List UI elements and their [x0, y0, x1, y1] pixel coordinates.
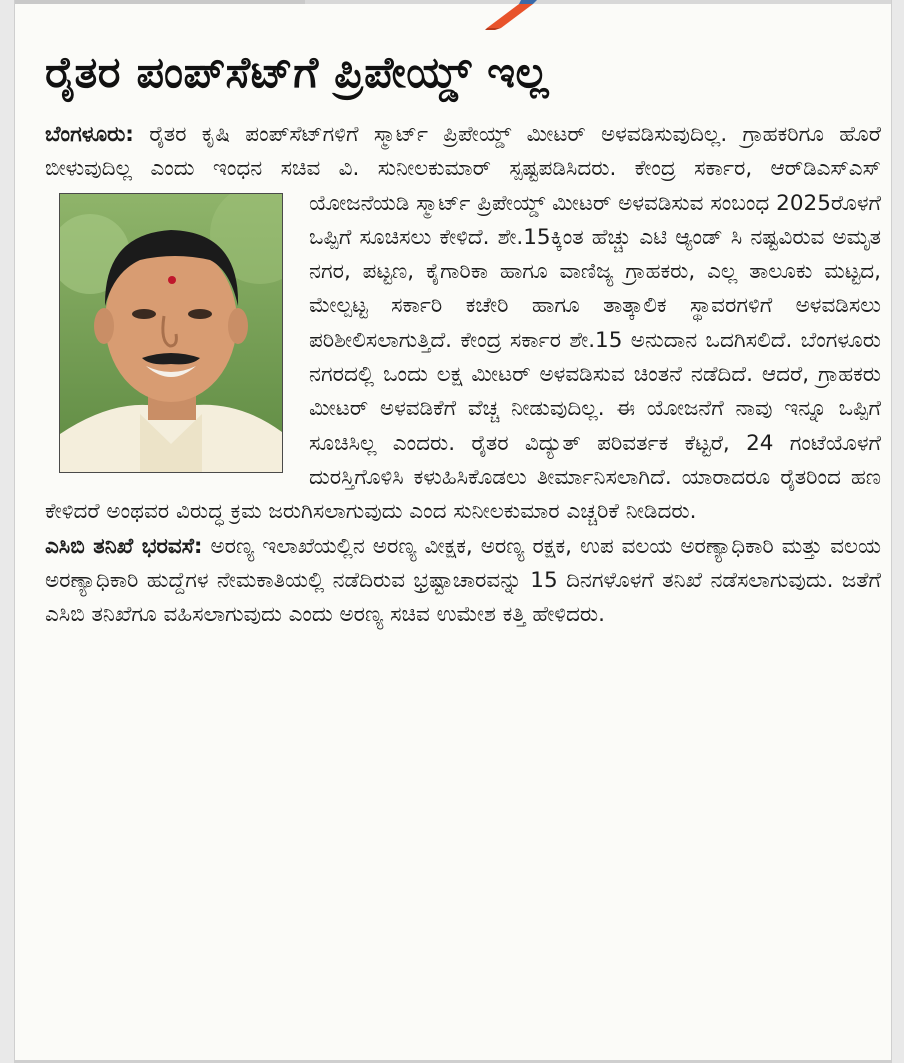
ribbon-flag-icon: [481, 0, 541, 30]
subhead-acb: ಎಸಿಬಿ ತನಿಖೆ ಭರವಸೆ:: [45, 533, 203, 559]
newspaper-clipping: [14, 0, 892, 1063]
portrait-image: [60, 194, 282, 472]
dateline: ಬೆಂಗಳೂರು:: [45, 122, 134, 147]
article-body: [45, 118, 881, 632]
paragraph-2: [45, 530, 881, 633]
paragraph-1-part-1: ರೈತರ ಕೃಷಿ ಪಂಪ್‌ಸೆಟ್‌ಗಳಿಗೆ ಸ್ಮಾರ್ಟ್ ಪ್ರಿಪೇಯ್ಡ್ ಮೀಟರ್ ಅಳವಡಿಸುವುದಿಲ್ಲ. ಗ್ರಾಹಕರಿಗೂ ಹೊರೆ ಬೀಳುವುದಿಲ್ಲ ಎಂದು ಇಂಧನ ಸಚಿವ ವಿ. ಸುನೀಲಕುಮಾರ್ ಸ್ಪಷ್ಟಪಡಿಸಿದರು. ಕೇಂದ್ರ ಸರ್ಕಾರ, ಆರ್‌ಡಿಎಸ್‌ಎಸ್: [45, 122, 881, 182]
minister-photo: [59, 193, 283, 473]
paragraph-2-text: ಅರಣ್ಯ ಇಲಾಖೆಯಲ್ಲಿನ ಅರಣ್ಯ ವೀಕ್ಷಕ, ಅರಣ್ಯ ರಕ್ಷಕ, ಉಪ ವಲಯ ಅರಣ್ಯಾಧಿಕಾರಿ ಮತ್ತು ವಲಯ ಅರಣ್ಯಾಧಿಕಾರಿ ಹುದ್ದೆಗಳ ನೇಮಕಾತಿಯಲ್ಲಿ ನಡೆದಿರುವ ಭ್ರಷ್ಟಾಚಾರವನ್ನು 15 ದಿನಗಳೊಳಗೆ ತನಿಖೆ ನಡೆಸಲಾಗುವುದು. ಜತೆಗೆ ಎಸಿಬಿ ತನಿಖೆಗೂ ವಹಿಸಲಾಗುವುದು ಎಂದು ಅರಣ್ಯ ಸಚಿವ ಉಮೇಶ ಕತ್ತಿ ಹೇಳಿದರು.: [45, 533, 881, 628]
top-rule-accent: [305, 0, 891, 4]
paragraph-1: [45, 118, 881, 530]
paragraph-1-part-2: ಯೋಜನೆಯಡಿ ಸ್ಮಾರ್ಟ್ ಪ್ರಿಪೇಯ್ಡ್ ಮೀಟರ್ ಅಳವಡಿಸುವ ಸಂಬಂಧ 2025ರೊಳಗೆ ಒಪ್ಪಿಗೆ ಸೂಚಿಸಲು ಕೇಳಿದೆ. ಶೇ.15ಕ್ಕಿಂತ ಹೆಚ್ಚು ಎಟಿ ಆ್ಯಂಡ್ ಸಿ ನಷ್ಟವಿರುವ ಅಮೃತ ನಗರ, ಪಟ್ಟಣ, ಕೈಗಾರಿಕಾ ಹಾಗೂ ವಾಣಿಜ್ಯ ಗ್ರಾಹಕರು, ಎಲ್ಲ ತಾಲೂಕು ಮಟ್ಟದ, ಮೇಲ್ಪಟ್ಟ ಸರ್ಕಾರಿ ಕಚೇರಿ ಹಾಗೂ ತಾತ್ಕಾಲಿಕ ಸ್ಥಾವರಗಳಿಗೆ ಅಳವಡಿಸಲು ಪರಿಶೀಲಿಸಲಾಗುತ್ತಿದೆ. ಕೇಂದ್ರ ಸರ್ಕಾರ ಶೇ.15 ಅನುದಾನ ಒದಗಿಸಲಿದೆ. ಬೆಂಗಳೂರು ನಗರದಲ್ಲಿ ಒಂದು ಲಕ್ಷ ಮೀಟರ್ ಅಳವಡಿಸುವ ಚಿಂತನೆ ನಡೆದಿದೆ. ಆದರೆ, ಗ್ರಾಹಕರು ಮೀಟರ್ ಅಳವಡಿಕೆಗೆ ವೆಚ್ಚ ನೀಡುವುದಿಲ್ಲ. ಈ ಯೋಜನೆಗೆ ನಾವು ಇನ್ನೂ ಒಪ್ಪಿಗೆ ಸೂಚಿಸಿಲ್ಲ ಎಂದರು. ರೈತರ ವಿದ್ಯುತ್ ಪರಿವರ್ತಕ ಕೆಟ್ಟರೆ, 24 ಗಂಟೆಯೊಳಗೆ ದುರಸ್ತಿಗೊಳಿಸಿ ಕಳುಹಿಸಿಕೊಡಲು ತೀರ್ಮಾನಿಸಲಾಗಿದೆ. ಯಾರಾದರೂ ರೈತರಿಂದ ಹಣ ಕೇಳಿದರೆ ಅಂಥವರ ವಿರುದ್ಧ ಕ್ರಮ ಜರುಗಿಸಲಾಗುವುದು ಎಂದ ಸುನೀಲಕುಮಾರ ಎಚ್ಚರಿಕೆ ನೀಡಿದರು.: [45, 190, 881, 525]
headline: ರೈತರ ಪಂಪ್‌ಸೆಟ್‌ಗೆ ಪ್ರಿಪೇಯ್ಡ್ ಇಲ್ಲ: [45, 48, 550, 98]
